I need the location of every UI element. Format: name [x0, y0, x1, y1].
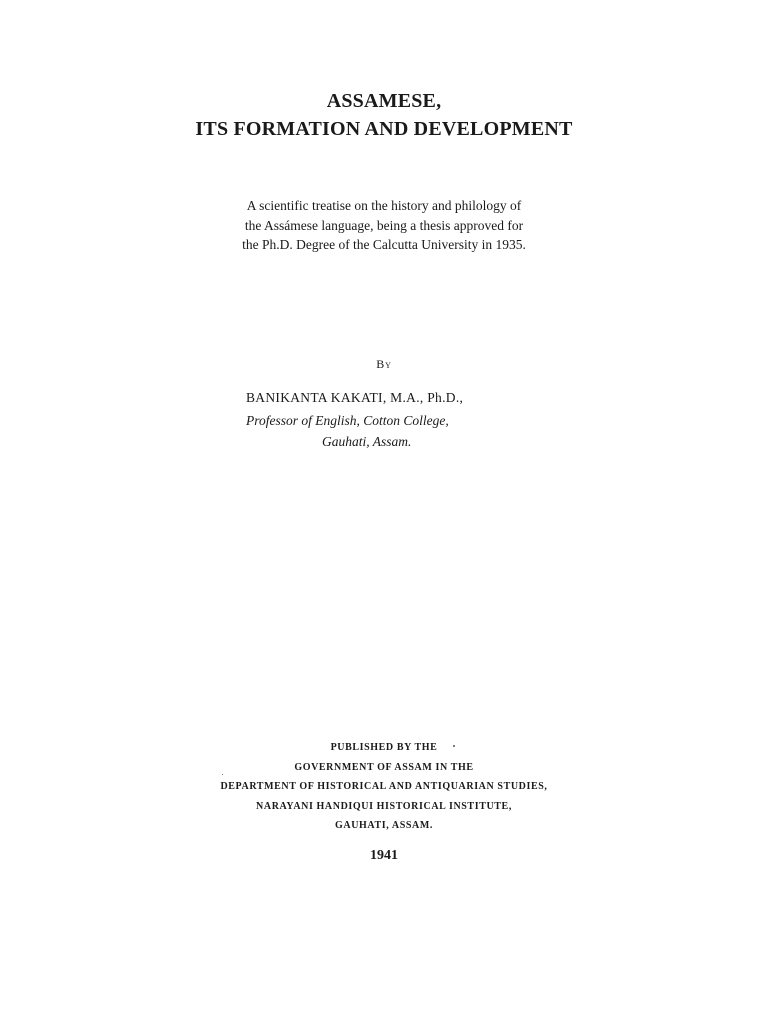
subtitle-block: [0, 196, 768, 255]
imprint-line: DEPARTMENT OF HISTORICAL AND ANTIQUARIAN STUDIES,: [220, 781, 548, 792]
imprint-line: NARAYANI HANDIQUI HISTORICAL INSTITUTE,: [256, 801, 512, 812]
subtitle-line: the Ph.D. Degree of the Calcutta University in 1935.: [242, 237, 526, 252]
publication-year: 1941: [370, 848, 398, 863]
book-title-line-1: ASSAMESE,: [326, 90, 442, 112]
book-title-line-2: ITS FORMATION AND DEVELOPMENT: [195, 118, 573, 140]
print-speck: [453, 745, 455, 747]
by-text: By: [376, 357, 392, 371]
author-place: Gauhati, Assam.: [322, 434, 412, 449]
by-label: [0, 357, 768, 372]
imprint-line: PUBLISHED BY THE: [330, 742, 438, 753]
subtitle-line: A scientific treatise on the history and philology of: [246, 198, 522, 213]
author-position: Professor of English, Cotton College,: [246, 413, 449, 428]
print-speck: [222, 774, 223, 775]
subtitle-line: the Assámese language, being a thesis approved for: [244, 217, 524, 233]
imprint-line: GOVERNMENT OF ASSAM IN THE: [294, 762, 474, 773]
author-name: BANIKANTA KAKATI, M.A., Ph.D.,: [246, 390, 464, 405]
imprint-line: GAUHATI, ASSAM.: [335, 820, 433, 831]
